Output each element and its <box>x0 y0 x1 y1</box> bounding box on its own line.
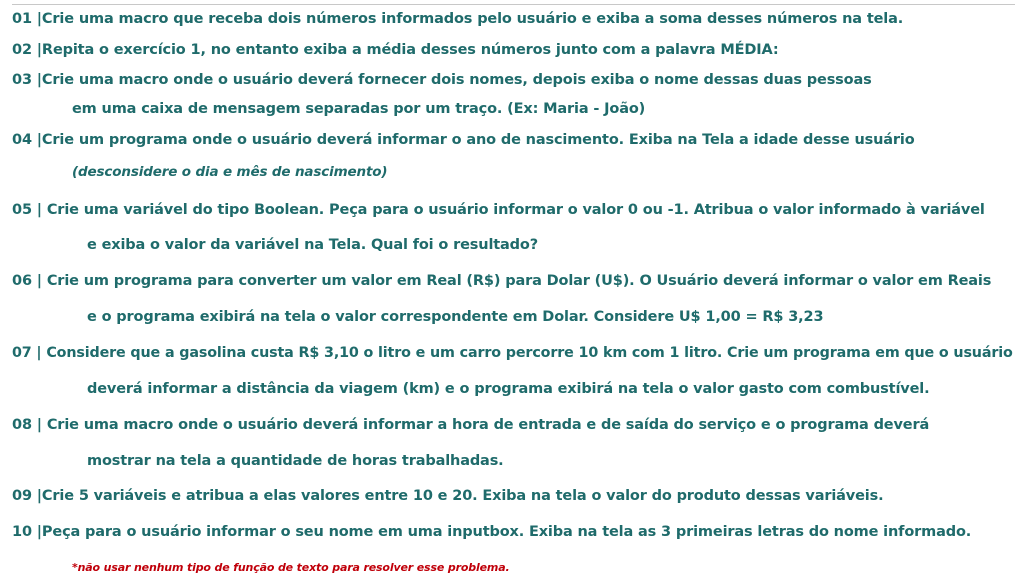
exercise-09: 09 |Crie 5 variáveis e atribua a elas valores entre 10 e 20. Exiba na tela o valor do produto dessas variáveis. <box>12 488 884 504</box>
exercise-03-continuation: em uma caixa de mensagem separadas por um traço. (Ex: Maria - João) <box>72 101 646 117</box>
exercise-07-continuation: deverá informar a distância da viagem (km) e o programa exibirá na tela o valor gasto com combustível. <box>87 381 930 397</box>
exercise-05: 05 | Crie uma variável do tipo Boolean. Peça para o usuário informar o valor 0 ou -1. Atribua o valor informado à variável <box>12 202 985 218</box>
exercise-06-continuation: e o programa exibirá na tela o valor correspondente em Dolar. Considere U$ 1,00 = R$ 3,23 <box>87 309 824 325</box>
exercise-03: 03 |Crie uma macro onde o usuário deverá fornecer dois nomes, depois exiba o nome dessas duas pessoas <box>12 72 872 88</box>
exercise-08-continuation: mostrar na tela a quantidade de horas trabalhadas. <box>87 453 504 469</box>
exercise-08: 08 | Crie uma macro onde o usuário deverá informar a hora de entrada e de saída do serviço e o programa deverá <box>12 417 930 433</box>
exercise-05-continuation: e exiba o valor da variável na Tela. Qual foi o resultado? <box>87 237 538 253</box>
exercise-10-note: *não usar nenhum tipo de função de texto para resolver esse problema. <box>72 561 510 574</box>
exercise-07: 07 | Considere que a gasolina custa R$ 3,10 o litro e um carro percorre 10 km com 1 litro. Crie um programa em que o usuário <box>12 345 1013 361</box>
top-divider <box>12 4 1015 5</box>
exercise-01: 01 |Crie uma macro que receba dois números informados pelo usuário e exiba a soma desses números na tela. <box>12 11 904 27</box>
exercise-02: 02 |Repita o exercício 1, no entanto exiba a média desses números junto com a palavra MÉDIA: <box>12 42 779 58</box>
exercise-04: 04 |Crie um programa onde o usuário deverá informar o ano de nascimento. Exiba na Tela a idade desse usuário <box>12 132 915 148</box>
exercise-10: 10 |Peça para o usuário informar o seu nome em uma inputbox. Exiba na tela as 3 primeiras letras do nome informado. <box>12 524 972 540</box>
exercise-06: 06 | Crie um programa para converter um valor em Real (R$) para Dolar (U$). O Usuário deverá informar o valor em Reais <box>12 273 992 289</box>
exercise-04-note: (desconsidere o dia e mês de nascimento) <box>72 164 388 180</box>
